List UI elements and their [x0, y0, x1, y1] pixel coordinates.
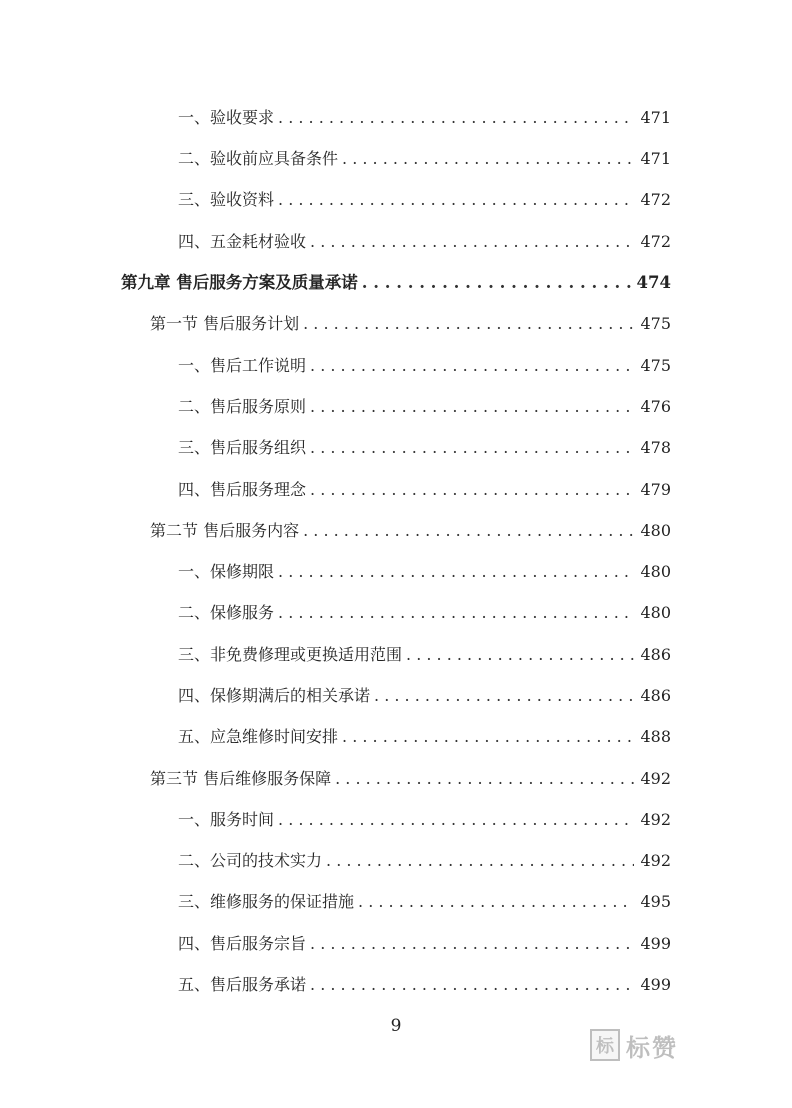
toc-entry-page: 479: [640, 480, 671, 499]
toc-entry[interactable]: [178, 932, 671, 956]
toc-entry-title: 二、验收前应具备条件: [178, 149, 339, 168]
toc-entry-page: 476: [640, 397, 671, 416]
toc-entry-page: 480: [640, 562, 671, 581]
toc-entry-title: 三、售后服务组织: [178, 438, 307, 457]
toc-entry-page: 486: [640, 686, 671, 705]
toc-leader-dots: [374, 684, 634, 708]
toc-entry[interactable]: [178, 808, 671, 832]
toc-leader-dots: [278, 106, 634, 130]
toc-section-entry[interactable]: [150, 519, 671, 543]
toc-chapter-entry[interactable]: [121, 271, 671, 295]
toc-entry-page: 488: [640, 727, 671, 746]
toc-leader-dots: [278, 560, 634, 584]
toc-entry-title: 第九章 售后服务方案及质量承诺: [121, 273, 358, 292]
toc-leader-dots: [310, 395, 634, 419]
toc-entry-page: 471: [640, 149, 671, 168]
toc-entry-page: 474: [636, 273, 671, 292]
toc-leader-dots: [310, 973, 634, 997]
toc-entry[interactable]: [178, 106, 671, 130]
toc-leader-dots: [278, 601, 634, 625]
toc-entry-page: 471: [640, 108, 671, 127]
logo-mark-icon: 标: [590, 1029, 620, 1061]
toc-entry-title: 一、售后工作说明: [178, 356, 307, 375]
toc-entry-title: 五、应急维修时间安排: [178, 727, 339, 746]
toc-leader-dots: [326, 849, 634, 873]
toc-entry-title: 二、保修服务: [178, 603, 275, 622]
toc-entry-title: 二、售后服务原则: [178, 397, 307, 416]
toc-entry[interactable]: [178, 436, 671, 460]
toc-entry-page: 480: [640, 521, 671, 540]
toc-entry-page: 472: [640, 232, 671, 251]
toc-leader-dots: [358, 890, 634, 914]
toc-entry[interactable]: [178, 478, 671, 502]
toc-entry-title: 三、非免费修理或更换适用范围: [178, 645, 403, 664]
toc-leader-dots: [406, 643, 634, 667]
toc-entry-title: 一、服务时间: [178, 810, 275, 829]
toc-section-entry[interactable]: [150, 767, 671, 791]
toc-entry-page: 492: [640, 769, 671, 788]
toc-entry-page: 495: [640, 892, 671, 911]
toc-entry-title: 一、验收要求: [178, 108, 275, 127]
toc-entry[interactable]: [178, 230, 671, 254]
toc-entry-page: 499: [640, 934, 671, 953]
toc-entry-page: 480: [640, 603, 671, 622]
toc-entry-page: 475: [640, 356, 671, 375]
toc-entry-title: 四、售后服务理念: [178, 480, 307, 499]
watermark-text: 标赞: [626, 1033, 678, 1062]
toc-leader-dots: [303, 312, 634, 336]
toc-leader-dots: [310, 354, 634, 378]
toc-leader-dots: [342, 725, 634, 749]
toc-entry-page: 475: [640, 314, 671, 333]
toc-leader-dots: [278, 188, 634, 212]
toc-section-entry[interactable]: [150, 312, 671, 336]
toc-entry[interactable]: [178, 395, 671, 419]
toc-entry-title: 五、售后服务承诺: [178, 975, 307, 994]
toc-leader-dots: [310, 230, 634, 254]
toc-leader-dots: [310, 932, 634, 956]
toc-entry-title: 三、验收资料: [178, 190, 275, 209]
toc-entry[interactable]: [178, 643, 671, 667]
toc-leader-dots: [303, 519, 634, 543]
watermark-logo: [590, 1028, 678, 1062]
toc-entry-page: 499: [640, 975, 671, 994]
toc-entry[interactable]: [178, 973, 671, 997]
toc-entry-page: 492: [640, 851, 671, 870]
toc-entry[interactable]: [178, 188, 671, 212]
toc-entry-title: 第二节 售后服务内容: [150, 521, 300, 540]
toc-entry[interactable]: [178, 560, 671, 584]
toc-entry-title: 一、保修期限: [178, 562, 275, 581]
toc-entry-page: 486: [640, 645, 671, 664]
toc-entry[interactable]: [178, 849, 671, 873]
toc-entry[interactable]: [178, 601, 671, 625]
toc-entry-title: 第一节 售后服务计划: [150, 314, 300, 333]
toc-leader-dots: [335, 767, 634, 791]
toc-entry-page: 472: [640, 190, 671, 209]
toc-entry-title: 四、保修期满后的相关承诺: [178, 686, 371, 705]
toc-leader-dots: [362, 271, 631, 295]
toc-leader-dots: [278, 808, 634, 832]
toc-entry-title: 三、维修服务的保证措施: [178, 892, 355, 911]
toc-entry[interactable]: [178, 725, 671, 749]
toc-entry-page: 478: [640, 438, 671, 457]
toc-entry[interactable]: [178, 354, 671, 378]
toc-leader-dots: [310, 436, 634, 460]
toc-entry[interactable]: [178, 147, 671, 171]
toc-entry-title: 第三节 售后维修服务保障: [150, 769, 332, 788]
toc-leader-dots: [342, 147, 634, 171]
toc-entry[interactable]: [178, 890, 671, 914]
toc-entry[interactable]: [178, 684, 671, 708]
toc-entry-page: 492: [640, 810, 671, 829]
toc-leader-dots: [310, 478, 634, 502]
page-number: 9: [390, 1016, 402, 1036]
toc-entry-title: 四、五金耗材验收: [178, 232, 307, 251]
toc-entry-title: 四、售后服务宗旨: [178, 934, 307, 953]
toc-entry-title: 二、公司的技术实力: [178, 851, 323, 870]
